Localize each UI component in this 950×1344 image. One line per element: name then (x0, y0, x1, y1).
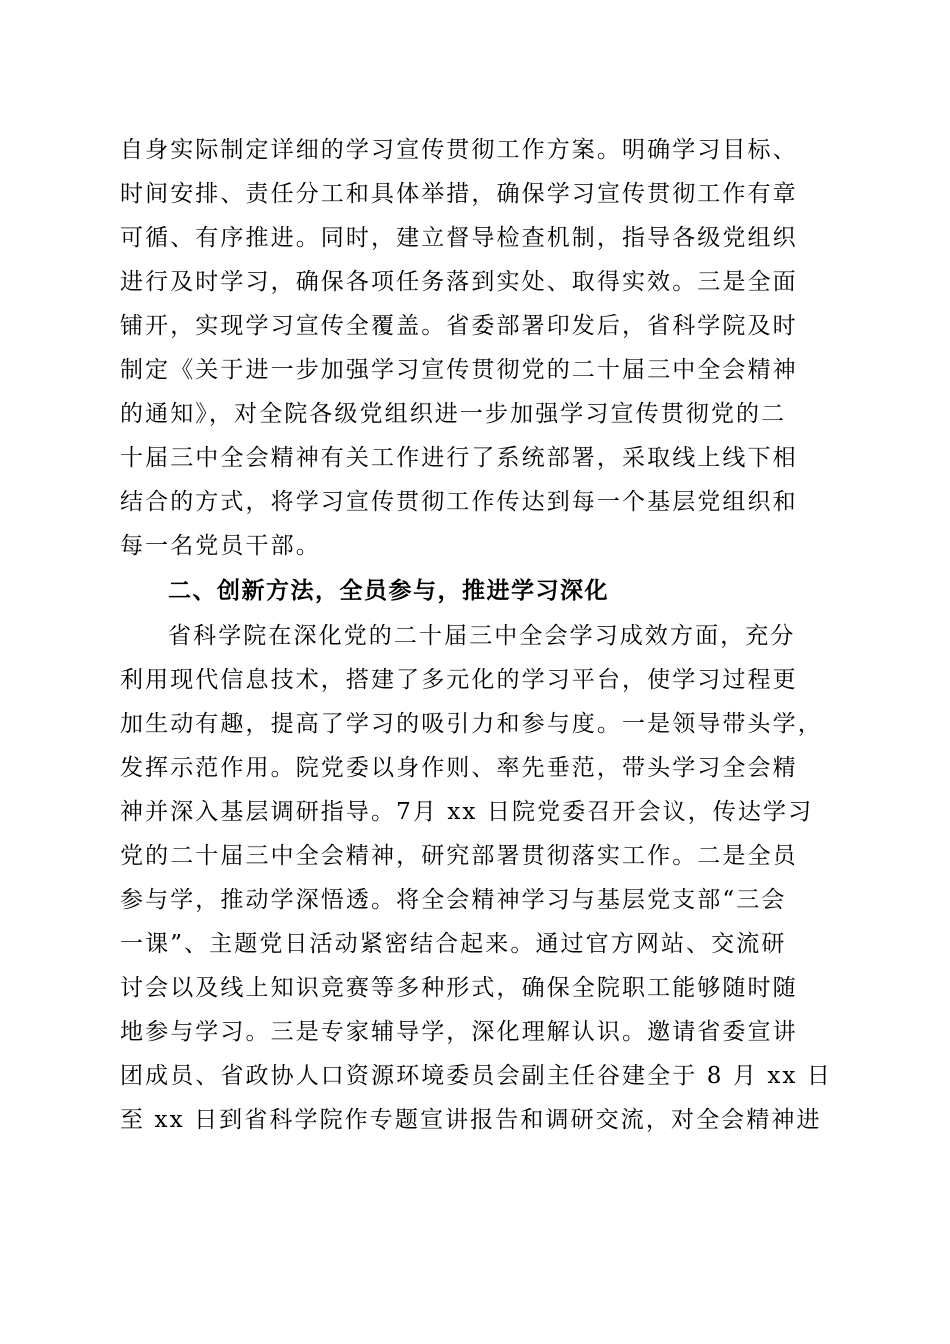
paragraph-line: 团成员、省政协人口资源环境委员会副主任谷建全于 8 月 xx 日 (120, 1063, 833, 1089)
paragraph-line: 神并深入基层调研指导。7月 xx 日院党委召开会议，传达学习 (120, 799, 814, 825)
paragraph-line: 一课”、主题党日活动紧密结合起来。通过官方网站、交流研 (120, 931, 787, 957)
paragraph-line: 至 xx 日到省科学院作专题宣讲报告和调研交流，对全会精神进 (120, 1107, 822, 1133)
paragraph-line: 可循、有序推进。同时，建立督导检查机制，指导各级党组织 (120, 225, 798, 251)
paragraph-line: 加生动有趣，提高了学习的吸引力和参与度。一是领导带头学， (120, 711, 823, 737)
paragraph-line: 党的二十届三中全会精神，研究部署贯彻落实工作。二是全员 (120, 843, 798, 869)
section-heading: 二、创新方法，全员参与，推进学习深化 (168, 578, 609, 604)
paragraph-line: 利用现代信息技术，搭建了多元化的学习平台，使学习过程更 (120, 667, 798, 693)
paragraph-line: 十届三中全会精神有关工作进行了系统部署，采取线上线下相 (120, 445, 798, 471)
section-2 (120, 568, 832, 1142)
paragraph-line: 每一名党员干部。 (120, 533, 321, 559)
paragraph-line: 的通知》，对全院各级党组织进一步加强学习宣传贯彻党的二 (120, 401, 787, 427)
paragraph-line: 自身实际制定详细的学习宣传贯彻工作方案。明确学习目标、 (120, 137, 798, 163)
paragraph-line: 结合的方式，将学习宣传贯彻工作传达到每一个基层党组织和 (120, 489, 798, 515)
paragraph-line: 铺开，实现学习宣传全覆盖。省委部署印发后，省科学院及时 (120, 313, 798, 339)
paragraph-line: 参与学，推动学深悟透。将全会精神学习与基层党支部“三会 (120, 887, 787, 913)
paragraph-line: 制定《关于进一步加强学习宣传贯彻党的二十届三中全会精神 (120, 357, 798, 383)
paragraph-line: 省科学院在深化党的二十届三中全会学习成效方面，充分 (168, 623, 796, 649)
document-body (120, 128, 832, 1142)
paragraph-line: 发挥示范作用。院党委以身作则、率先垂范，带头学习全会精 (120, 755, 798, 781)
paragraph-line: 进行及时学习，确保各项任务落到实处、取得实效。三是全面 (120, 269, 798, 295)
paragraph-line: 时间安排、责任分工和具体举措，确保学习宣传贯彻工作有章 (120, 181, 798, 207)
section-1 (120, 128, 832, 568)
paragraph-line: 地参与学习。三是专家辅导学，深化理解认识。邀请省委宣讲 (120, 1019, 798, 1045)
paragraph-line: 讨会以及线上知识竞赛等多种形式，确保全院职工能够随时随 (120, 975, 798, 1001)
